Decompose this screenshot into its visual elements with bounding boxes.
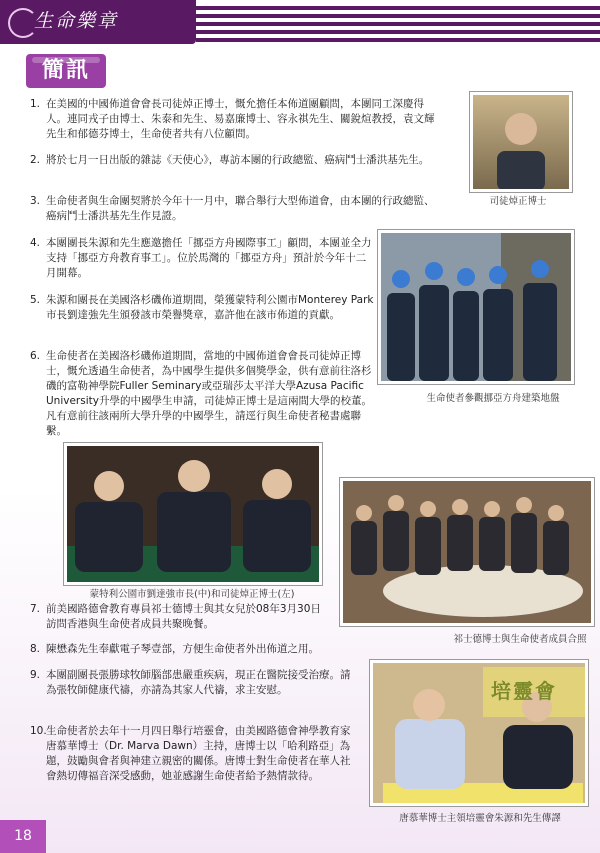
news-item-10 [30, 724, 355, 784]
photo-caption: 祁士德博士與生命使者成員合照 [453, 634, 587, 645]
header-stripe [196, 30, 600, 34]
news-item-3 [30, 194, 440, 224]
header-stripe [196, 38, 600, 42]
news-item-4 [30, 236, 375, 281]
item-text: 生命使者於去年十一月四日舉行培靈會，由美國路德會神學教育家唐慕華博士（Dr. Marva Dawn）主持，唐博士以「哈利路亞」為題，鼓勵與會者與神建立親密的關係。唐博士對生命使者在華人社會熱切傳福音深受感動，她並感謝生命使者給予熱情款待。 [46, 725, 351, 782]
photo-caption: 唐慕華博士主領培靈會朱源和先生傳譯 [399, 813, 561, 824]
news-item-9 [30, 668, 355, 698]
photo-caption: 生命使者參觀挪亞方舟建築地盤 [426, 393, 560, 404]
news-item-1 [30, 97, 440, 142]
item-text: 本團團長朱源和先生應邀擔任「挪亞方舟國際事工」顧問，本團並全力支持「挪亞方舟教育事工」。位於馬灣的「挪亞方舟」預計於今年十二月開幕。 [46, 237, 372, 279]
banner-text: 培靈會 [491, 679, 557, 703]
page-header [0, 0, 600, 44]
item-text: 生命使者在美國洛杉磯佈道期間，當地的中國佈道會會長司徒焯正博士，慨允透過生命使者，為中國學生提供多個獎學金，供有意前往洛杉磯的富勒神學院Fuller Seminary或亞瑞莎太平洋大學Azusa Pacific University升學的中國學生申請，司徒焯正博士是這兩間大學的校董。凡有意前往該兩所大學升學的中國學生，請逕行與生命使者秘書處聯繫。 [46, 350, 372, 437]
item-text: 將於七月一日出版的雜誌《天使心》，專訪本團的行政總監、癌病鬥士潘洪基先生。 [46, 154, 430, 166]
dinner-photo [340, 478, 594, 626]
construction-site-photo [378, 230, 574, 384]
item-number: 5. [30, 294, 41, 306]
news-item-8 [30, 642, 400, 657]
header-stripe [196, 22, 600, 26]
photo-caption: 司徒焯正博士 [489, 196, 547, 207]
worship-meeting-photo [370, 660, 588, 806]
photo-caption: 蒙特利公園市劉達強市長(中)和司徒焯正博士(左) [89, 589, 295, 600]
mayor-photo [64, 443, 322, 585]
section-title: 簡訊 [26, 54, 106, 88]
item-number: 7. [30, 603, 41, 615]
item-number: 9. [30, 669, 41, 681]
item-text: 陳懋森先生奉獻電子琴壹部，方便生命使者外出佈道之用。 [46, 643, 319, 655]
item-text: 前美國路德會教育專員祁士德博士與其女兒於08年3月30日訪問香港與生命使者成員共聚晚餐。 [46, 603, 321, 630]
item-text: 本團副團長張勝球牧師腦部患嚴重疾病，現正在醫院接受治療。請為張牧師健康代禱，亦請為其家人代禱，求主安慰。 [46, 669, 351, 696]
news-item-6 [30, 349, 375, 439]
item-text: 在美國的中國佈道會會長司徒焯正博士，慨允擔任本佈道團顧問，本團同工深慶得人。連同戎子由博士、朱泰和先生、易嘉廉博士、容永祺先生、關銳煊教授，袁文輝先生和郁德芬博士，生命使者共有八位顧問。 [46, 98, 435, 140]
item-number: 10. [30, 725, 47, 737]
person-icon [473, 95, 569, 189]
header-stripe [196, 14, 600, 18]
group-people-icon [67, 446, 319, 582]
item-number: 6. [30, 350, 41, 362]
magazine-name: 生命樂章 [34, 10, 119, 32]
news-item-5 [30, 293, 375, 323]
magazine-logo [0, 0, 196, 44]
news-item-2 [30, 153, 440, 168]
group-people-icon [381, 233, 571, 381]
item-text: 生命使者與生命團契將於今年十一月中，聯合舉行大型佈道會，由本團的行政總監、癌病鬥士潘洪基先生作見證。 [46, 195, 435, 222]
item-number: 3. [30, 195, 41, 207]
item-number: 2. [30, 154, 41, 166]
portrait-photo [470, 92, 572, 192]
item-number: 8. [30, 643, 41, 655]
item-number: 1. [30, 98, 41, 110]
banquet-table-icon [343, 481, 591, 623]
item-number: 4. [30, 237, 41, 249]
news-item-7 [30, 602, 330, 632]
header-stripe [196, 6, 600, 10]
item-text: 朱源和團長在美國洛杉磯佈道期間，榮獲蒙特利公園市Monterey Park市長劉達強先生頒發該市榮譽獎章，嘉許他在該市佈道的貢獻。 [46, 294, 374, 321]
page-number: 18 [0, 820, 46, 853]
